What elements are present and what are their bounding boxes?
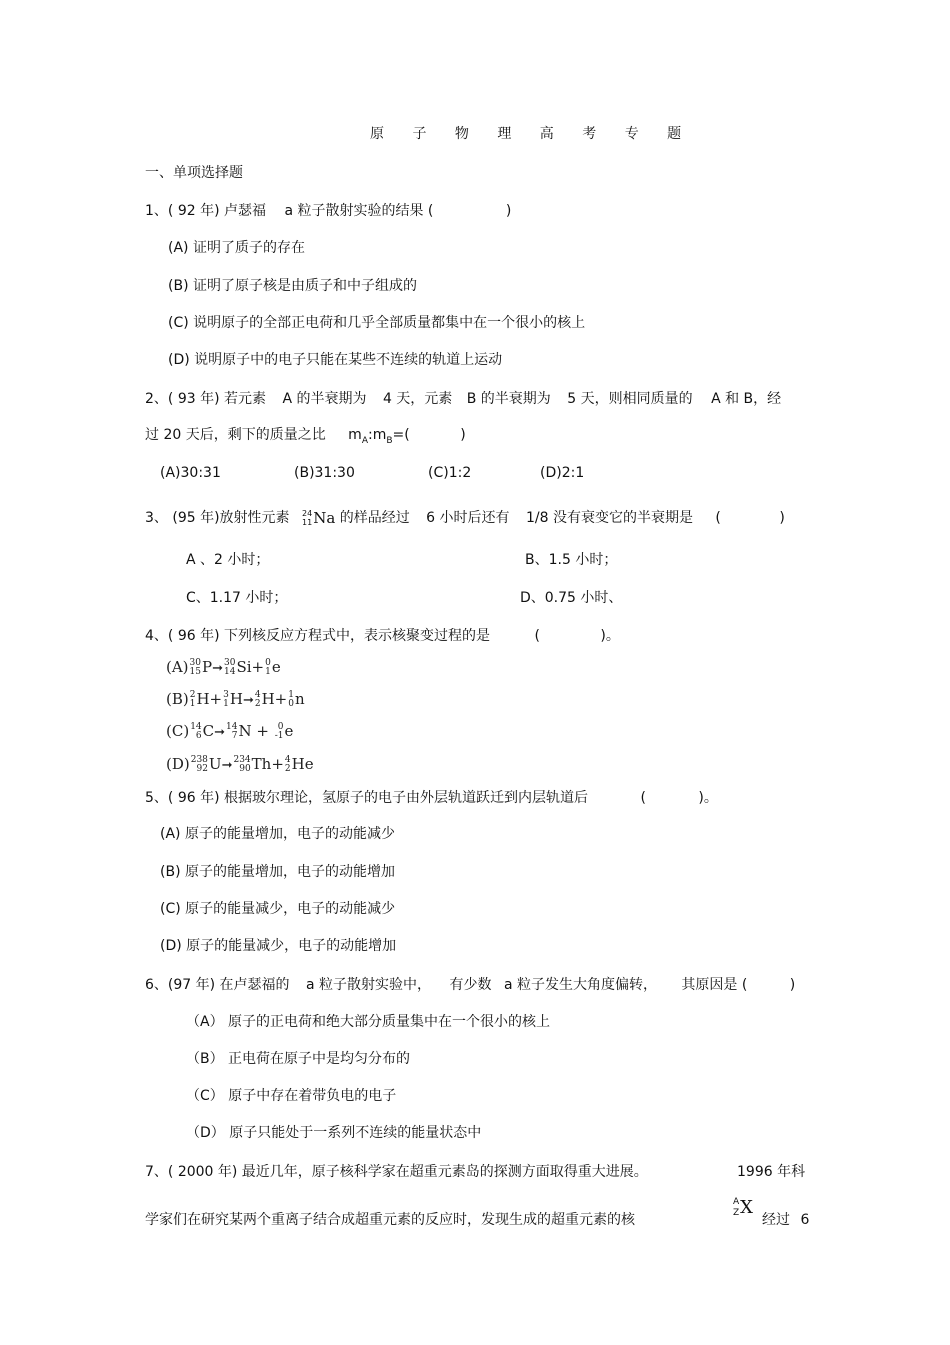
q4-d-2-mass: 234 — [233, 755, 251, 765]
q7-l2-b: 经过 — [762, 1212, 790, 1228]
q6-option-d: （D） 原子只能处于一系列不连续的能量状态中 — [186, 1125, 482, 1141]
q5-option-c: (C) 原子的能量减少，电子的动能减少 — [160, 901, 396, 917]
q2-l1-a: 2、( 93 年) 若元素 — [145, 391, 266, 407]
q6-stem-b: a 粒子散射实验中， — [306, 977, 432, 993]
q7-nuclide-x — [733, 1197, 753, 1219]
reaction-arrow-icon: ➞ — [242, 693, 254, 708]
q4-c-3-mass: 0 — [277, 722, 284, 732]
question-7-line-2-b — [762, 1213, 809, 1227]
q2-l1-e: 5 天，则相同质量的 — [567, 391, 693, 407]
q3-stem-c: 6 小时后还有 — [426, 510, 510, 526]
q4-c-2-sym: N + — [238, 722, 269, 740]
q4-b-2-z: 1 — [223, 699, 229, 709]
mass-ratio-expression — [348, 427, 410, 446]
q3-stem-d: 1/8 没有衰变它的半衰期是 — [525, 510, 693, 526]
q1-option-b: (B) 证明了原子核是由质子和中子组成的 — [168, 278, 417, 294]
q4-d-2-z: 90 — [239, 764, 251, 774]
q2-m: m — [348, 427, 362, 443]
q4-d-1-z: 92 — [196, 764, 208, 774]
q4-b-1-mass: 2 — [189, 690, 196, 700]
q3-nuc-symbol: Na — [313, 509, 336, 527]
question-7-line-1-a: 7、( 2000 年) 最近几年，原子核科学家在超重元素岛的探测方面取得重大进展。 — [145, 1164, 648, 1180]
q2-colon: :m — [367, 427, 387, 443]
question-2-line-2 — [145, 428, 466, 446]
q4-b-4-z: 0 — [288, 699, 294, 709]
q4-c-2-mass: 14 — [226, 722, 238, 732]
question-4-stem — [145, 629, 620, 643]
q4-c-1-sym: C — [202, 722, 215, 740]
q3-option-c: C、1.17 小时； — [186, 590, 288, 606]
q5-option-a: (A) 原子的能量增加，电子的动能减少 — [160, 826, 395, 842]
q3-stem-e: ( — [715, 510, 721, 526]
q5-option-d: (D) 原子的能量减少，电子的动能增加 — [160, 938, 397, 954]
q2-l1-d: B 的半衰期为 — [466, 391, 551, 407]
q5-stem-c: )。 — [698, 790, 718, 806]
q2-l1-f: A 和 B，经 — [711, 391, 782, 407]
q1-stem-c: ) — [505, 203, 512, 219]
element-x-nuclide — [733, 1197, 753, 1219]
q4-b-2-sym: H — [229, 690, 243, 708]
question-2-line-1 — [145, 392, 781, 406]
q1-stem-a: 1、( 92 年) 卢瑟福 — [145, 203, 266, 219]
q4-a-2-z: 14 — [224, 667, 236, 677]
q7-l2-c: 6 — [800, 1212, 810, 1228]
sodium-24-nuclide — [302, 507, 335, 529]
q4-b-3-mass: 4 — [254, 690, 261, 700]
q4-b-1-sym: H+ — [196, 690, 223, 708]
q4-c-label: (C) — [166, 722, 190, 740]
q5-stem-b: ( — [640, 790, 646, 806]
q4-option-a-equation — [166, 656, 281, 680]
q4-d-3-mass: 4 — [284, 755, 291, 765]
question-6-stem — [145, 978, 795, 992]
question-3-stem — [145, 507, 785, 529]
q2-sub-a: A — [361, 435, 368, 446]
q4-a-3-z: 1 — [265, 667, 271, 677]
q6-stem-e: 其原因是 ( — [681, 977, 748, 993]
q3-nuc-z: 11 — [302, 518, 313, 527]
q2-sub-b: B — [386, 435, 393, 446]
q4-c-1-z: 6 — [195, 731, 202, 741]
q5-option-b: (B) 原子的能量增加，电子的动能增加 — [160, 864, 395, 880]
q6-option-c: （C） 原子中存在着带负电的电子 — [186, 1088, 397, 1104]
q1-option-c: (C) 说明原子的全部正电荷和几乎全部质量都集中在一个很小的核上 — [168, 315, 586, 331]
q4-a-1-sym: P — [202, 658, 213, 676]
q7-nuc-mass: A — [733, 1197, 740, 1207]
q4-a-2-sym: Si+ — [236, 658, 265, 676]
q4-b-3-z: 2 — [254, 699, 261, 709]
page-title: 原 子 物 理 高 考 专 题 — [370, 126, 694, 142]
q3-stem-f: ) — [779, 510, 785, 526]
q4-d-3-sym: He — [291, 755, 314, 773]
question-7-line-1-b: 1996 年科 — [737, 1164, 806, 1180]
q2-option-d: (D)2:1 — [540, 465, 585, 481]
q3-option-a: A 、2 小时； — [186, 552, 270, 568]
q4-b-3-sym: H+ — [261, 690, 288, 708]
q3-stem-b: 的样品经过 — [339, 510, 410, 526]
q3-option-d: D、0.75 小时、 — [520, 590, 623, 606]
q4-option-d-equation — [166, 753, 314, 777]
question-5-stem — [145, 791, 718, 805]
q6-stem-c: 有少数 — [449, 977, 492, 993]
q4-b-2-mass: 3 — [223, 690, 229, 700]
q4-d-label: (D) — [166, 755, 190, 773]
q4-stem-c: )。 — [600, 628, 620, 644]
q4-d-1-sym: U — [208, 755, 222, 773]
q4-c-3-sym: e — [284, 722, 294, 740]
q2-close-paren: ) — [460, 427, 466, 443]
q2-eq: =( — [392, 427, 410, 443]
q6-stem-a: 6、(97 年) 在卢瑟福的 — [145, 977, 290, 993]
q4-c-1-mass: 14 — [190, 722, 202, 732]
q2-option-a: (A)30:31 — [160, 465, 221, 481]
q1-stem-b: a 粒子散射实验的结果 ( — [284, 203, 434, 219]
section-heading: 一、单项选择题 — [145, 165, 243, 181]
q4-a-2-mass: 30 — [224, 658, 236, 668]
q4-a-1-mass: 30 — [189, 658, 201, 668]
q4-c-2-z: 7 — [231, 731, 238, 741]
reaction-arrow-icon: ➞ — [221, 758, 233, 773]
q4-d-2-sym: Th+ — [251, 755, 284, 773]
q2-option-c: (C)1:2 — [428, 465, 472, 481]
q4-a-3-mass: 0 — [265, 658, 271, 668]
q2-l1-b: A 的半衰期为 — [282, 391, 367, 407]
q4-c-3-z: -1 — [274, 731, 284, 741]
q4-stem-a: 4、( 96 年) 下列核反应方程式中，表示核聚变过程的是 — [145, 628, 490, 644]
q1-option-d: (D) 说明原子中的电子只能在某些不连续的轨道上运动 — [168, 352, 503, 368]
q4-stem-b: ( — [534, 628, 540, 644]
q3-nuc-mass: 24 — [302, 509, 313, 518]
question-7-line-2-a: 学家们在研究某两个重离子结合成超重元素的反应时，发现生成的超重元素的核 — [145, 1212, 635, 1228]
q4-d-1-mass: 238 — [190, 755, 208, 765]
q7-nuc-symbol: X — [740, 1197, 753, 1218]
reaction-arrow-icon: ➞ — [214, 725, 226, 740]
q4-option-b-equation — [166, 688, 305, 712]
q3-stem-a: 3、 (95 年)放射性元素 — [145, 510, 290, 526]
q4-b-1-z: 1 — [189, 699, 196, 709]
q4-d-3-z: 2 — [284, 764, 291, 774]
q5-stem-a: 5、( 96 年) 根据玻尔理论，氢原子的电子由外层轨道跃迁到内层轨道后 — [145, 790, 588, 806]
q2-option-b: (B)31:30 — [294, 465, 355, 481]
q4-b-4-mass: 1 — [288, 690, 294, 700]
q2-l2-a: 过 20 天后，剩下的质量之比 — [145, 427, 326, 443]
q1-option-a: (A) 证明了质子的存在 — [168, 240, 305, 256]
q2-l1-c: 4 天，元素 — [382, 391, 453, 407]
question-1-stem — [145, 204, 511, 218]
reaction-arrow-icon: ➞ — [212, 661, 223, 676]
q4-a-3-sym: e — [271, 658, 281, 676]
q7-nuc-z: Z — [733, 1208, 740, 1218]
q6-stem-d: a 粒子发生大角度偏转， — [503, 977, 657, 993]
q4-option-c-equation — [166, 720, 293, 744]
q3-option-b: B、1.5 小时； — [525, 552, 618, 568]
q4-a-1-z: 15 — [189, 667, 201, 677]
q6-option-b: （B） 正电荷在原子中是均匀分布的 — [186, 1051, 411, 1067]
q4-a-label: (A) — [166, 658, 189, 676]
q6-option-a: （A） 原子的正电荷和绝大部分质量集中在一个很小的核上 — [186, 1014, 551, 1030]
q4-b-4-sym: n — [294, 690, 305, 708]
q4-b-label: (B) — [166, 690, 189, 708]
q6-stem-f: ) — [789, 977, 796, 993]
